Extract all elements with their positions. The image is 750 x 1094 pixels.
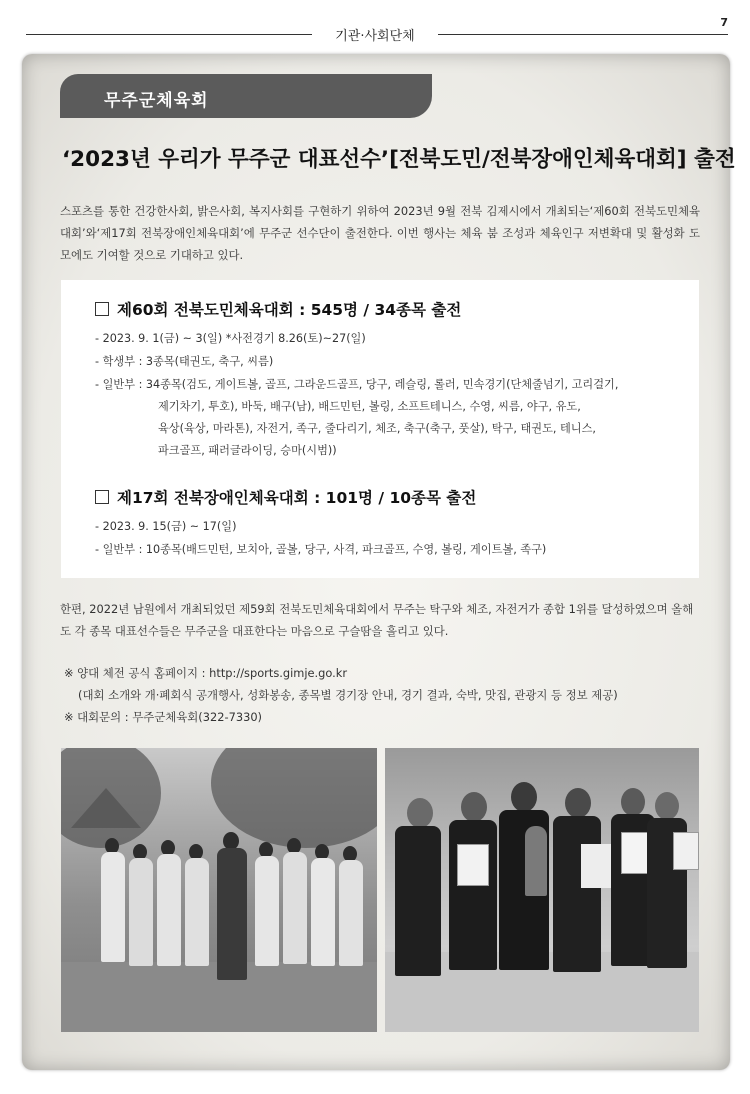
event1-heading <box>95 298 461 320</box>
event1-title: 제60회 전북도민체육대회 : 545명 / 34종목 출전 <box>117 301 462 319</box>
section-label: 기관·사회단체 <box>335 29 415 44</box>
contact-note: ※ 대회문의 : 무주군체육회(322-7330) <box>64 710 263 724</box>
checkbox-icon <box>95 490 109 504</box>
homepage-note: ※ 양대 체전 공식 홈페이지 : http://sports.gimje.go.kr <box>64 666 348 680</box>
event1-general-line4: 파크골프, 패러글라이딩, 승마(시범)) <box>158 444 337 457</box>
header-rule-right <box>438 34 728 35</box>
page-number: 7 <box>720 16 728 29</box>
event2-dates: - 2023. 9. 15(금) ~ 17(일) <box>95 520 237 533</box>
event1-general-line3: 육상(육상, 마라톤), 자전거, 족구, 줄다리기, 체조, 축구(축구, 풋살), 탁구, 태권도, 테니스, <box>158 422 596 435</box>
event1-general-line2: 제기차기, 투호), 바둑, 배구(남), 배드민턴, 볼링, 소프트테니스, 수영, 씨름, 야구, 유도, <box>158 400 581 413</box>
event-info-box <box>61 280 699 578</box>
homepage-description: (대회 소개와 개·폐회식 공개행사, 성화봉송, 종목별 경기장 안내, 경기 결과, 숙박, 맛집, 관광지 등 정보 제공) <box>78 688 618 702</box>
header-rule-left <box>26 34 312 35</box>
event1-dates: - 2023. 9. 1(금) ~ 3(일) *사전경기 8.26(토)~27(일) <box>95 332 366 345</box>
checkbox-icon <box>95 302 109 316</box>
event1-general-line1: - 일반부 : 34종목(검도, 게이트볼, 골프, 그라운드골프, 당구, 레슬링, 롤러, 민속경기(단체줄넘기, 고리걸기, <box>95 378 619 391</box>
info-notes <box>64 662 618 728</box>
intro-paragraph: 스포츠를 통한 건강한사회, 밝은사회, 복지사회를 구현하기 위하여 2023년 9월 전북 김제시에서 개최되는‘제60회 전북도민체육대회’와‘제17회 전북장애인체육대회’에 무주군 선수단이 출전한다. 이번 행사는 체육 붐 조성과 체육인구 저변확대 및 활성화 도모에도 기여할 것으로 기대하고 있다. <box>60 204 700 262</box>
closing-paragraph: 한편, 2022년 남원에서 개최되었던 제59회 전북도민체육대회에서 무주는 탁구와 체조, 자전거가 종합 1위를 달성하였으며 올해도 각 종목 대표선수들은 무주군을 대표한다는 마음으로 구슬땀을 흘리고 있다. <box>60 602 694 638</box>
article-headline: ‘2023년 우리가 무주군 대표선수’[전북도민/전북장애인체육대회] 출전 <box>62 147 736 172</box>
category-tab <box>60 74 432 118</box>
trophy-group-photo <box>385 748 699 1032</box>
event2-general: - 일반부 : 10종목(배드민턴, 보치아, 골볼, 당구, 사격, 파크골프, 수영, 볼링, 게이트볼, 족구) <box>95 543 547 556</box>
category-tab-label: 무주군체육회 <box>104 91 209 111</box>
event2-title: 제17회 전북장애인체육대회 : 101명 / 10종목 출전 <box>117 489 477 507</box>
event1-student: - 학생부 : 3종목(태권도, 축구, 씨름) <box>95 355 274 368</box>
event2-heading <box>95 486 476 508</box>
outdoor-group-photo <box>61 748 377 1032</box>
page-header <box>26 16 728 46</box>
article-panel <box>22 54 736 1070</box>
